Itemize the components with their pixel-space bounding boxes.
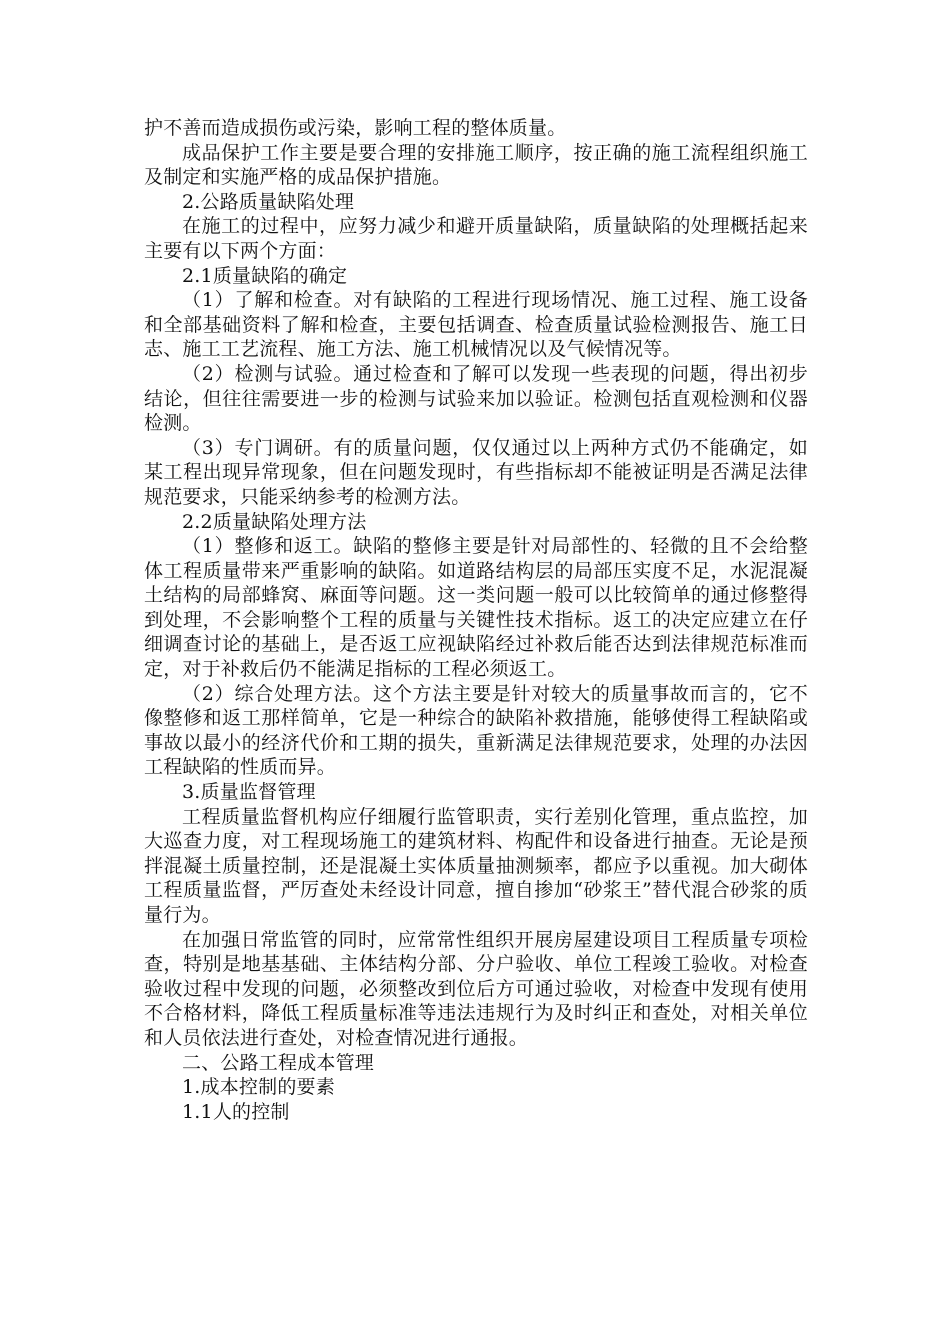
subsection-heading: 2.2质量缺陷处理方法: [182, 510, 367, 533]
paragraph: （1）整修和返工。缺陷的整修主要是针对局部性的、轻微的且不会给整体工程质量带来严重影响的缺陷。如道路结构层的局部压实度不足，水泥混凝土结构的局部蜂窝、麻面等问题。这一类问题一般可以比较简单的通过修整得到处理，不会影响整个工程的质量与关键性技术指标。返工的决定应建立在仔细调查讨论的基础上，是否返工应视缺陷经过补救后能否达到法律规范标准而定，对于补救后仍不能满足指标的工程必须返工。: [144, 535, 808, 681]
section-heading: 3.质量监督管理: [182, 781, 316, 804]
paragraph: （1）了解和检查。对有缺陷的工程进行现场情况、施工过程、施工设备和全部基础资料了解和检查，主要包括调查、检查质量试验检测报告、施工日志、施工工艺流程、施工方法、施工机械情况以及气候情况等。: [144, 289, 808, 361]
paragraph: 在施工的过程中，应努力减少和避开质量缺陷，质量缺陷的处理概括起来主要有以下两个方面：: [144, 215, 808, 262]
paragraph: 护不善而造成损伤或污染，影响工程的整体质量。: [144, 117, 567, 139]
paragraph: 成品保护工作主要是要合理的安排施工顺序，按正确的施工流程组织施工及制定和实施严格的成品保护措施。: [144, 141, 808, 189]
paragraph: 在加强日常监管的同时，应常常性组织开展房屋建设项目工程质量专项检查，特别是地基基础、主体结构分部、分户验收、单位工程竣工验收。对检查验收过程中发现的问题，必须整改到位后方可通过验收，对检查中发现有使用不合格材料，降低工程质量标准等违法违规行为及时纠正和查处，对相关单位和人员依法进行查处，对检查情况进行通报。: [144, 928, 808, 1049]
section-heading: 2.公路质量缺陷处理: [182, 190, 355, 213]
chapter-heading: 二、公路工程成本管理: [182, 1051, 375, 1074]
paragraph: （3）专门调研。有的质量问题，仅仅通过以上两种方式仍不能确定，如某工程出现异常现象，但在问题发现时，有些指标却不能被证明是否满足法律规范要求，只能采纳参考的检测方法。: [144, 436, 808, 508]
section-heading: 1.成本控制的要素: [182, 1076, 335, 1099]
subsection-heading: 2.1质量缺陷的确定: [182, 264, 348, 287]
paragraph: （2）检测与试验。通过检查和了解可以发现一些表现的问题，得出初步结论，但往往需要进一步的检测与试验来加以验证。检测包括直观检测和仪器检测。: [144, 362, 808, 435]
paragraph: 工程质量监督机构应仔细履行监管职责，实行差别化管理，重点监控，加大巡查力度，对工程现场施工的建筑材料、构配件和设备进行抽查。无论是预拌混凝土质量控制，还是混凝土实体质量抽测频率，都应予以重视。加大砌体工程质量监督，严厉查处未经设计同意，擅自掺加“砂浆王”替代混合砂浆的质量行为。: [144, 805, 808, 926]
paragraph: （2）综合处理方法。这个方法主要是针对较大的质量事故而言的，它不像整修和返工那样简单，它是一种综合的缺陷补救措施，能够使得工程缺陷或事故以最小的经济代价和工期的损失，重新满足法律规范要求，处理的办法因工程缺陷的性质而异。: [144, 682, 808, 779]
subsection-heading: 1.1人的控制: [182, 1100, 290, 1123]
document-page: [144, 116, 808, 1124]
